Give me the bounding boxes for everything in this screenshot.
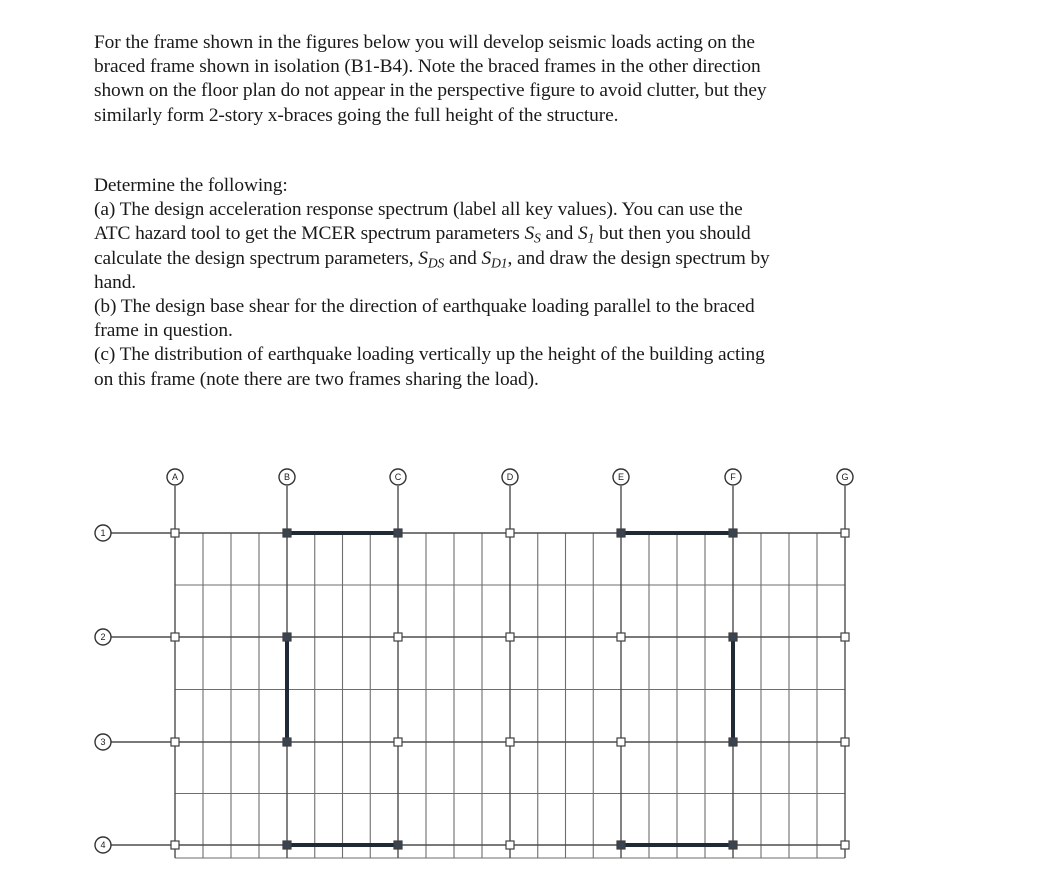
sds-symbol: $S_{DS}$ bbox=[418, 247, 445, 270]
question-c-line: (c) The distribution of earthquake loading vertically up the height of the building acting bbox=[94, 344, 765, 366]
column-marker bbox=[617, 633, 625, 641]
column-marker bbox=[171, 738, 179, 746]
row-grid-label: 4 bbox=[100, 840, 106, 851]
row-grid-label: 3 bbox=[100, 737, 106, 748]
column-grid-label: F bbox=[730, 472, 736, 483]
column-marker bbox=[394, 738, 402, 746]
column-marker bbox=[617, 738, 625, 746]
question-c-line: on this frame (note there are two frames sharing the load). bbox=[94, 368, 539, 390]
column-marker bbox=[729, 633, 737, 641]
question-a-text: , and draw the design spectrum by bbox=[507, 247, 770, 269]
questions-heading: Determine the following: bbox=[94, 175, 288, 196]
column-marker bbox=[283, 529, 291, 537]
column-marker bbox=[171, 529, 179, 537]
column-marker bbox=[729, 738, 737, 746]
row-grid-label: 2 bbox=[100, 632, 106, 643]
ss-symbol: $S_S$ bbox=[524, 223, 541, 246]
column-marker bbox=[506, 529, 514, 537]
sd1-subscript: D1 bbox=[491, 255, 508, 270]
s1-subscript: 1 bbox=[587, 230, 595, 246]
question-b-line: frame in question. bbox=[94, 320, 233, 342]
question-b-line: (b) The design base shear for the direction of earthquake loading parallel to the braced bbox=[94, 296, 755, 318]
column-marker bbox=[617, 529, 625, 537]
question-a-text: and bbox=[444, 247, 482, 269]
column-grid-label: D bbox=[506, 472, 514, 483]
column-marker bbox=[394, 841, 402, 849]
column-marker bbox=[394, 633, 402, 641]
column-grid-label: C bbox=[394, 472, 402, 483]
row-grid-label: 1 bbox=[100, 528, 106, 539]
question-a-line: (a) The design acceleration response spectrum (label all key values). You can use the bbox=[94, 199, 743, 221]
question-a-text: but then you should bbox=[594, 223, 751, 245]
column-marker bbox=[841, 529, 849, 537]
column-marker bbox=[283, 738, 291, 746]
column-marker bbox=[506, 841, 514, 849]
column-marker bbox=[617, 841, 625, 849]
sd1-symbol: $S_{D1}$ bbox=[481, 247, 508, 270]
ss-subscript: S bbox=[534, 230, 541, 246]
column-grid-label: A bbox=[171, 472, 179, 483]
intro-line: shown on the floor plan do not appear in the perspective figure to avoid clutter, but they bbox=[94, 80, 767, 102]
grid-bubbles bbox=[95, 469, 853, 853]
question-a-text: calculate the design spectrum parameters, bbox=[94, 247, 419, 269]
column-grid-label: G bbox=[841, 472, 849, 483]
column-marker bbox=[506, 738, 514, 746]
intro-line: braced frame shown in isolation (B1-B4). Note the braced frames in the other direction bbox=[94, 56, 761, 78]
question-a-text: ATC hazard tool to get the MCER spectrum parameters bbox=[94, 223, 525, 245]
column-marker bbox=[841, 738, 849, 746]
column-grid-label: B bbox=[283, 472, 291, 483]
column-marker bbox=[171, 633, 179, 641]
column-grid-label: E bbox=[617, 472, 625, 483]
sds-subscript: DS bbox=[427, 255, 445, 270]
intro-line: For the frame shown in the figures below you will develop seismic loads acting on the bbox=[94, 32, 755, 53]
intro-line: similarly form 2-story x-braces going the full height of the structure. bbox=[94, 104, 619, 126]
column-marker bbox=[841, 841, 849, 849]
column-marker bbox=[283, 841, 291, 849]
column-marker bbox=[283, 633, 291, 641]
column-marker bbox=[394, 529, 402, 537]
column-marker bbox=[729, 841, 737, 849]
column-marker bbox=[729, 529, 737, 537]
column-marker bbox=[506, 633, 514, 641]
column-marker bbox=[171, 841, 179, 849]
question-a-text: and bbox=[540, 223, 578, 245]
s1-symbol: $S_1$ bbox=[577, 223, 595, 246]
question-a-line: hand. bbox=[94, 271, 137, 293]
column-marker bbox=[841, 633, 849, 641]
